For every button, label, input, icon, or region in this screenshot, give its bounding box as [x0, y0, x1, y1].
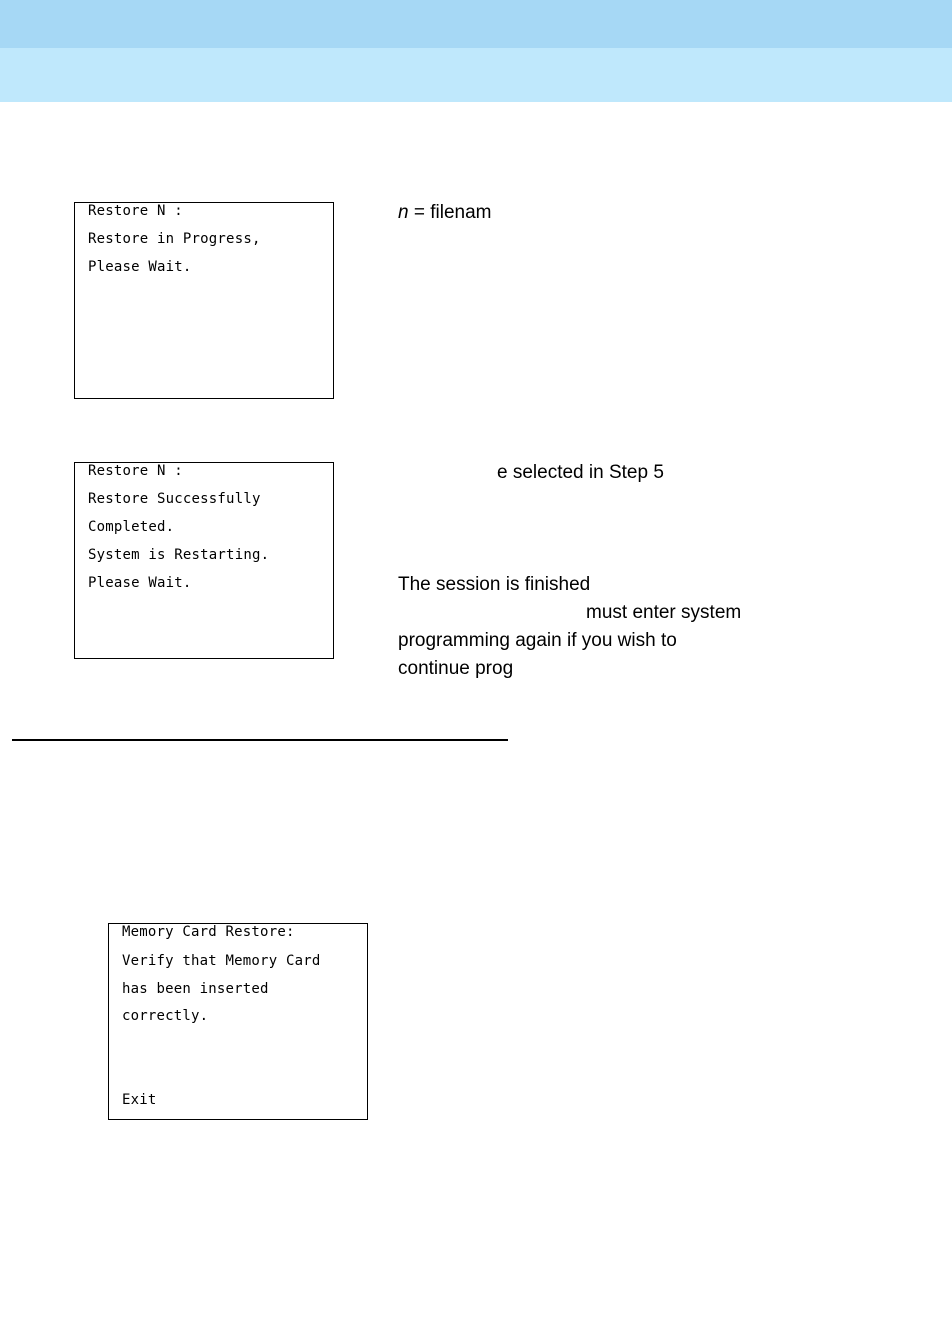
screen-line: Restore Successfully: [88, 491, 261, 507]
section-divider: [12, 739, 508, 741]
session-note-line: The session is finished: [398, 574, 591, 595]
variable-n: n: [398, 202, 409, 223]
screen-line: has been inserted: [122, 981, 269, 997]
screen-line: System is Restarting.: [88, 547, 270, 563]
exit-option[interactable]: Exit: [122, 1092, 157, 1108]
screen-line: correctly.: [122, 1008, 209, 1024]
filename-note: [398, 199, 491, 227]
display-screen-restore-complete: [74, 462, 334, 659]
screen-line: Please Wait.: [88, 575, 192, 591]
filename-note-text: = filenam: [408, 202, 492, 223]
step-note: e selected in Step 5: [497, 462, 664, 483]
screen-line: Restore N :: [88, 463, 183, 479]
screen-line: Please Wait.: [88, 259, 192, 275]
session-note-line: must enter system: [586, 602, 742, 623]
screen-line: Memory Card Restore:: [122, 924, 295, 940]
session-note-line: programming again if you wish to: [398, 630, 677, 651]
screen-line: Restore in Progress,: [88, 231, 261, 247]
header-band-top: [0, 0, 952, 48]
session-note-line: continue prog: [398, 658, 514, 679]
screen-line: Completed.: [88, 519, 175, 535]
screen-line: Verify that Memory Card: [122, 953, 321, 969]
display-screen-restore-progress: [74, 202, 334, 399]
screen-line: Restore N :: [88, 203, 183, 219]
header-band-bottom: [0, 48, 952, 102]
display-screen-memory-card-restore: [108, 923, 368, 1120]
